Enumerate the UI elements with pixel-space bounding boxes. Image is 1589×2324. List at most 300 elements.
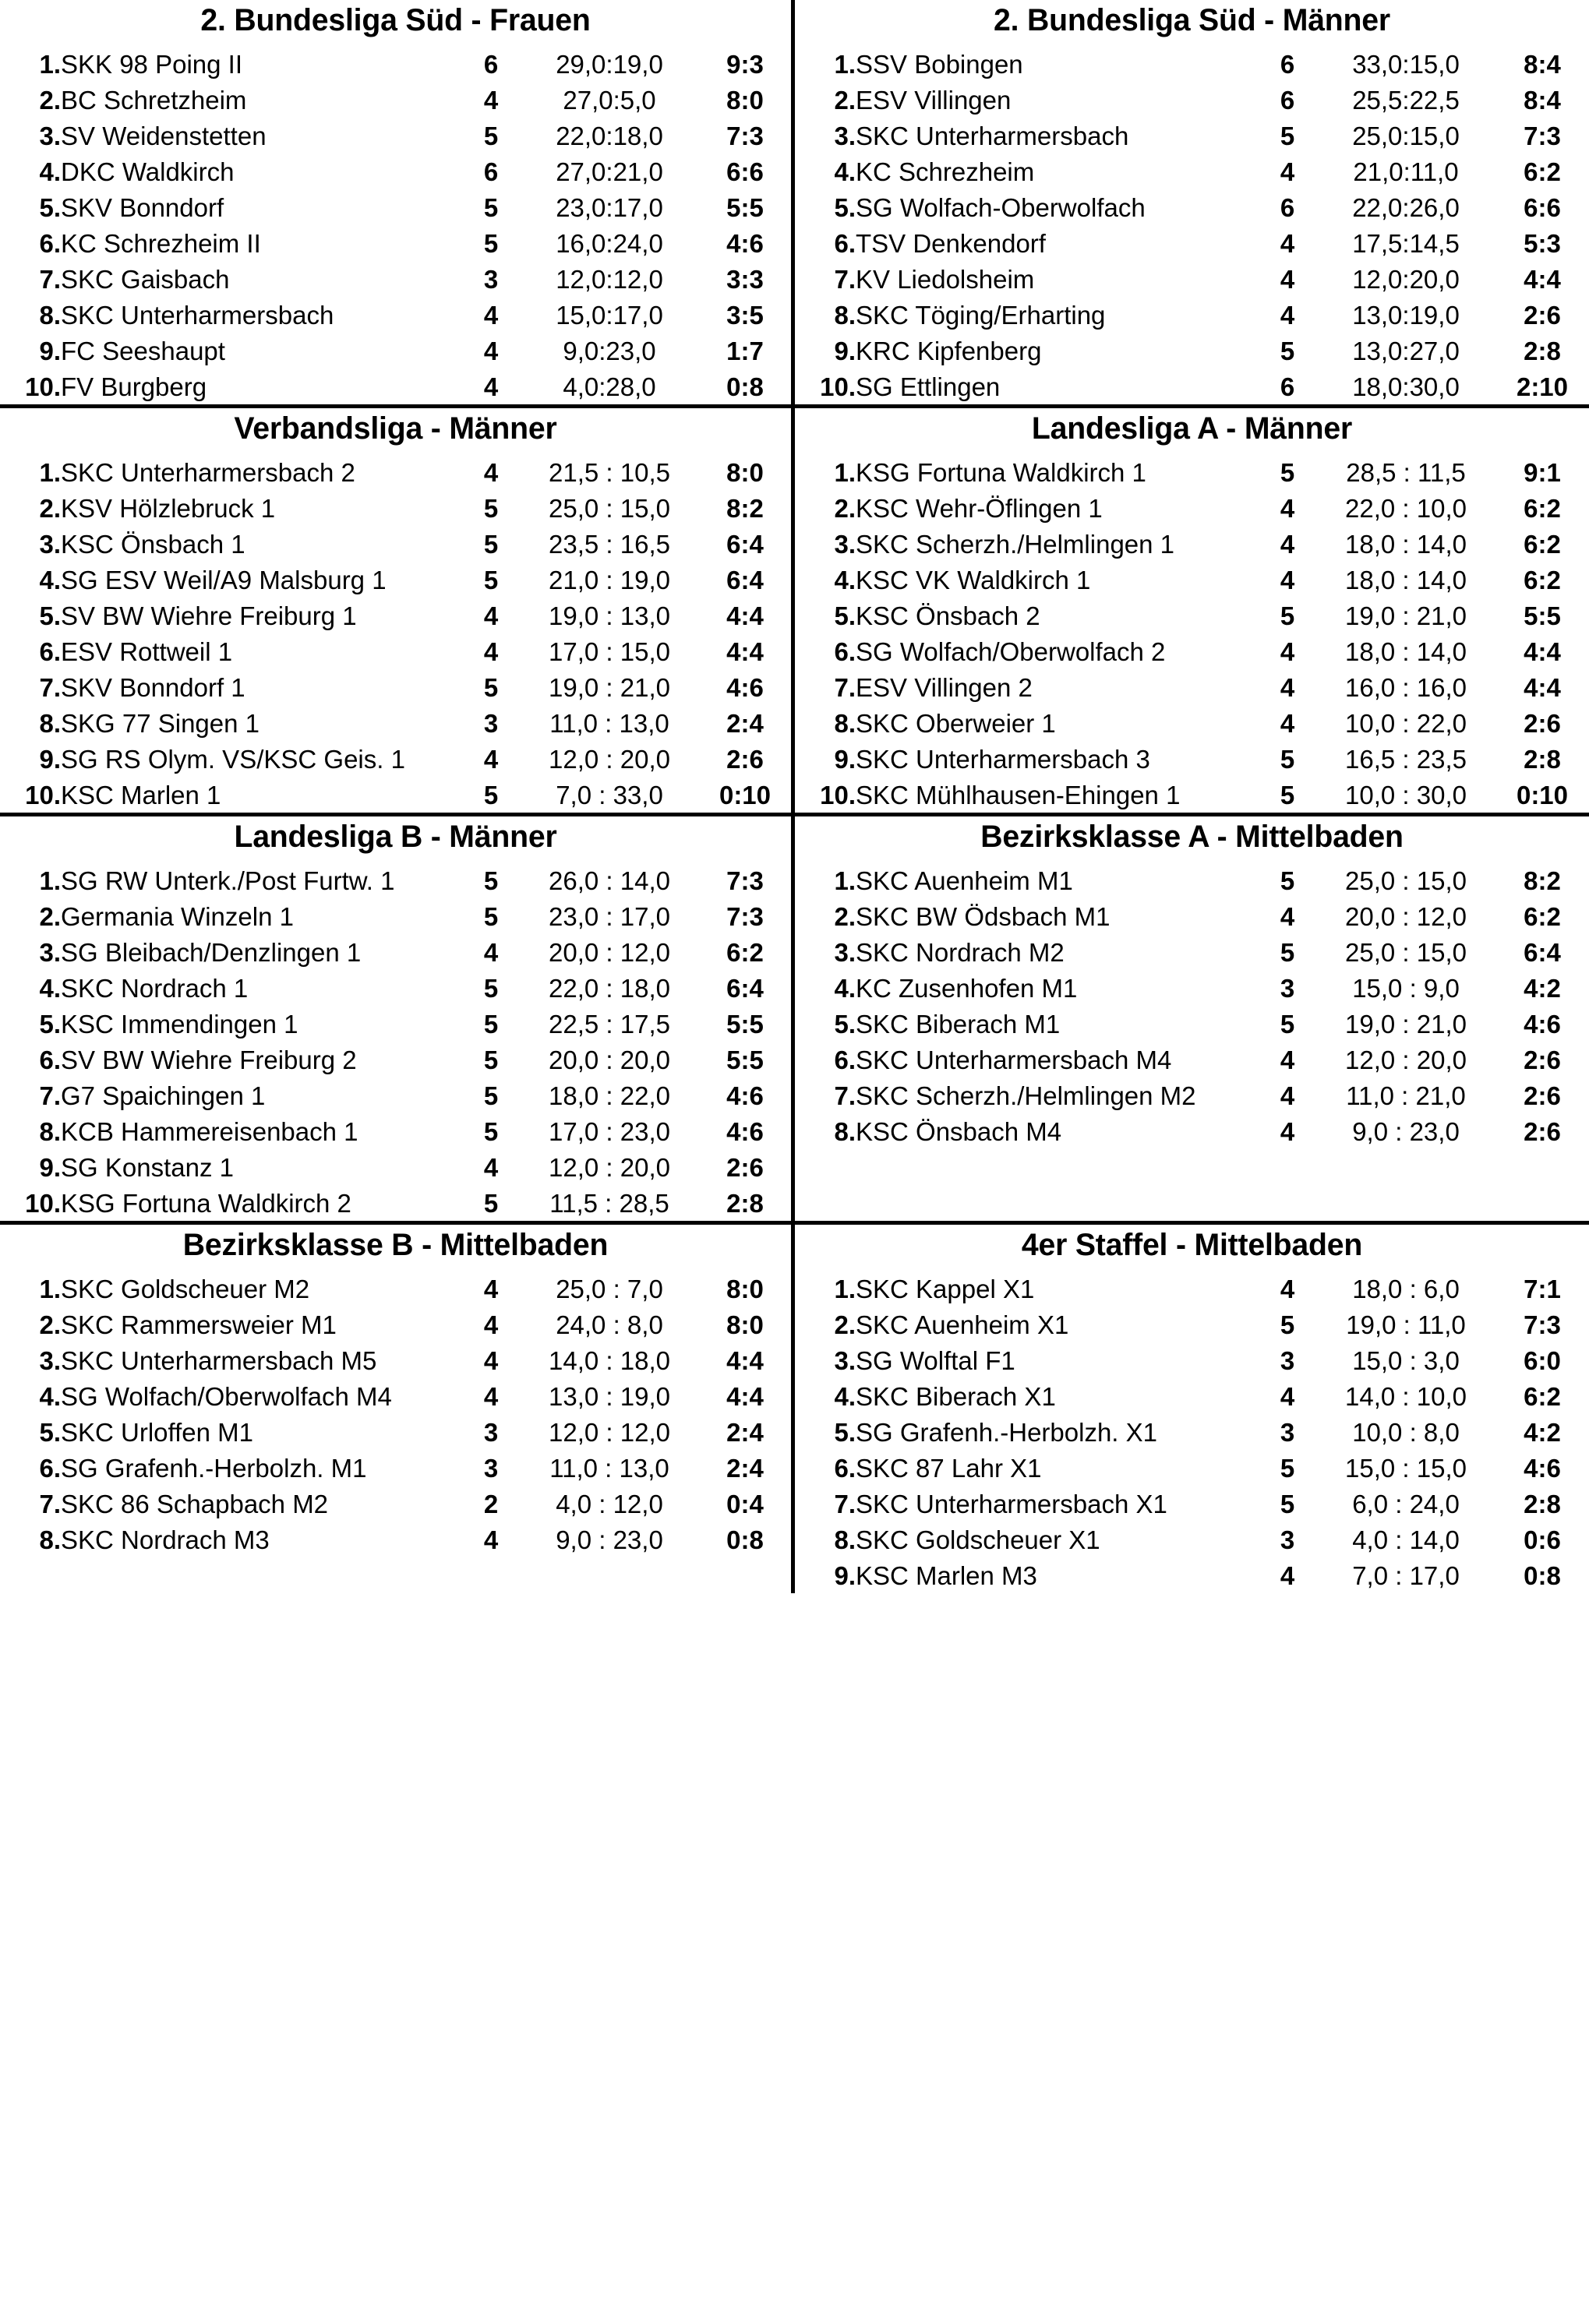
cell-pos: 9.	[39, 336, 61, 365]
cell-points: 5:5	[726, 1009, 764, 1039]
table-row	[795, 705, 1589, 741]
cell-points: 6:2	[726, 937, 764, 967]
cell-points: 2:6	[1524, 300, 1561, 330]
cell-games: 5	[1280, 744, 1295, 774]
cell-points: 6:2	[1524, 157, 1561, 186]
cell-wood: 12,0 : 20,0	[549, 744, 670, 774]
table-row	[0, 862, 791, 898]
cell-wood: 7,0 : 33,0	[556, 780, 663, 809]
table-row	[795, 1486, 1589, 1522]
table-row	[0, 598, 791, 633]
cell-games: 5	[483, 192, 499, 222]
cell-team: Germania Winzeln 1	[61, 901, 294, 931]
cell-team: KSC Immendingen 1	[61, 1009, 298, 1039]
cell-games: 4	[483, 1274, 499, 1303]
cell-wood: 4,0 : 14,0	[1352, 1525, 1460, 1554]
cell-wood: 11,0 : 13,0	[549, 708, 669, 738]
cell-wood: 20,0 : 20,0	[549, 1045, 670, 1074]
cell-points: 2:8	[726, 1188, 764, 1218]
cell-wood: 20,0 : 12,0	[549, 937, 670, 967]
cell-wood: 18,0 : 14,0	[1345, 529, 1467, 559]
cell-team: KRC Kipfenberg	[856, 336, 1042, 365]
cell-wood: 33,0:15,0	[1352, 49, 1460, 79]
cell-team: SKK 98 Poing II	[61, 49, 242, 79]
cell-team: KSC Wehr-Öflingen 1	[856, 493, 1103, 523]
cell-wood: 12,0 : 20,0	[1345, 1045, 1467, 1074]
cell-pos: 2.	[834, 493, 856, 523]
cell-wood: 21,0:11,0	[1353, 157, 1459, 186]
cell-team: SKC Auenheim M1	[856, 866, 1073, 895]
section-landesliga-b-maenner	[0, 816, 795, 1221]
table-row	[795, 225, 1589, 261]
cell-points: 2:6	[726, 744, 764, 774]
cell-pos: 4.	[834, 973, 856, 1003]
cell-points: 2:8	[1524, 336, 1561, 365]
cell-wood: 11,0 : 13,0	[549, 1453, 669, 1483]
table-row	[0, 82, 791, 118]
table-row	[0, 898, 791, 934]
cell-games: 5	[1280, 1310, 1295, 1339]
cell-points: 4:4	[1524, 637, 1561, 666]
cell-wood: 12,0:12,0	[556, 264, 663, 294]
cell-pos: 3.	[834, 937, 856, 967]
cell-points: 4:2	[1524, 1417, 1561, 1447]
section-bezirksklasse-b-mittelbaden	[0, 1225, 795, 1593]
cell-games: 4	[483, 744, 499, 774]
cell-team: SKC Töging/Erharting	[856, 300, 1106, 330]
table-row	[795, 297, 1589, 333]
cell-pos: 3.	[39, 529, 61, 559]
table-row	[795, 333, 1589, 369]
cell-team: G7 Spaichingen 1	[61, 1081, 266, 1110]
cell-pos: 1.	[834, 866, 856, 895]
cell-team: SG RS Olym. VS/KSC Geis. 1	[61, 744, 405, 774]
cell-pos: 8.	[834, 1525, 856, 1554]
cell-wood: 23,0 : 17,0	[549, 901, 670, 931]
cell-pos: 4.	[39, 1381, 61, 1411]
table-row	[0, 669, 791, 705]
cell-games: 4	[1280, 1081, 1295, 1110]
cell-points: 7:3	[726, 866, 764, 895]
cell-points: 7:3	[1524, 1310, 1561, 1339]
table-row	[795, 1522, 1589, 1557]
cell-points: 7:1	[1524, 1274, 1561, 1303]
cell-wood: 29,0:19,0	[556, 49, 663, 79]
cell-team: SKC Goldscheuer X1	[856, 1525, 1100, 1554]
cell-pos: 10.	[25, 780, 61, 809]
cell-wood: 11,0 : 21,0	[1346, 1081, 1466, 1110]
cell-pos: 7.	[39, 1489, 61, 1518]
cell-team: FC Seeshaupt	[61, 336, 225, 365]
cell-pos: 7.	[834, 672, 856, 702]
cell-games: 6	[483, 49, 499, 79]
cell-games: 3	[1280, 1525, 1295, 1554]
cell-wood: 23,0:17,0	[556, 192, 663, 222]
cell-pos: 8.	[834, 300, 856, 330]
cell-pos: 6.	[39, 228, 61, 258]
cell-pos: 3.	[39, 121, 61, 150]
cell-wood: 25,0:15,0	[1352, 121, 1460, 150]
cell-team: SKC Unterharmersbach X1	[856, 1489, 1167, 1518]
table-row	[795, 490, 1589, 526]
cell-games: 4	[483, 1525, 499, 1554]
cell-games: 5	[1280, 601, 1295, 630]
cell-team: KCB Hammereisenbach 1	[61, 1116, 358, 1146]
cell-team: SG Wolfach/Oberwolfach 2	[856, 637, 1166, 666]
table-row	[0, 118, 791, 153]
cell-pos: 6.	[834, 1453, 856, 1483]
table-row	[795, 970, 1589, 1006]
cell-pos: 2.	[39, 85, 61, 115]
table-row	[795, 1042, 1589, 1077]
cell-points: 6:4	[726, 565, 764, 594]
cell-games: 4	[483, 85, 499, 115]
table-row	[795, 1113, 1589, 1149]
cell-games: 6	[1280, 192, 1295, 222]
table-row	[0, 225, 791, 261]
cell-games: 4	[1280, 300, 1295, 330]
cell-team: SKC Rammersweier M1	[61, 1310, 337, 1339]
cell-pos: 10.	[820, 372, 856, 401]
section-title: Landesliga A - Männer	[1031, 411, 1353, 446]
cell-pos: 9.	[834, 744, 856, 774]
cell-wood: 19,0 : 21,0	[549, 672, 670, 702]
section-title: 2. Bundesliga Süd - Männer	[994, 3, 1390, 37]
cell-pos: 2.	[39, 901, 61, 931]
cell-pos: 5.	[39, 601, 61, 630]
table-row	[0, 1307, 791, 1342]
cell-points: 2:6	[1524, 1045, 1561, 1074]
table-row	[795, 862, 1589, 898]
cell-team: ESV Villingen 2	[856, 672, 1033, 702]
cell-games: 4	[1280, 1116, 1295, 1146]
cell-team: SKC BW Ödsbach M1	[856, 901, 1111, 931]
cell-games: 3	[1280, 1417, 1295, 1447]
table-row	[795, 1414, 1589, 1450]
cell-pos: 7.	[834, 1489, 856, 1518]
cell-games: 5	[483, 493, 499, 523]
standings-table	[795, 454, 1589, 813]
cell-wood: 22,0:18,0	[556, 121, 663, 150]
cell-points: 2:6	[1524, 708, 1561, 738]
cell-games: 4	[1280, 1381, 1295, 1411]
cell-team: SKC Scherzh./Helmlingen M2	[856, 1081, 1196, 1110]
cell-points: 6:4	[726, 529, 764, 559]
standings-table	[795, 46, 1589, 404]
cell-pos: 1.	[834, 1274, 856, 1303]
cell-team: SKC Unterharmersbach 2	[61, 457, 355, 487]
cell-points: 8:0	[726, 1274, 764, 1303]
cell-pos: 5.	[834, 1417, 856, 1447]
cell-wood: 7,0 : 17,0	[1352, 1561, 1460, 1590]
cell-wood: 19,0 : 13,0	[549, 601, 670, 630]
cell-team: KC Schrezheim	[856, 157, 1035, 186]
cell-points: 5:5	[1524, 601, 1561, 630]
table-row	[0, 970, 791, 1006]
section-title: Bezirksklasse A - Mittelbaden	[980, 820, 1404, 854]
cell-points: 0:8	[1524, 1561, 1561, 1590]
cell-points: 2:8	[1524, 744, 1561, 774]
cell-pos: 7.	[39, 1081, 61, 1110]
table-row	[0, 526, 791, 562]
table-row	[0, 369, 791, 404]
standings-table	[0, 862, 791, 1221]
cell-team: KSV Hölzlebruck 1	[61, 493, 276, 523]
table-row	[0, 1522, 791, 1557]
cell-wood: 24,0 : 8,0	[556, 1310, 663, 1339]
cell-pos: 6.	[834, 228, 856, 258]
cell-team: SKC Unterharmersbach	[61, 300, 334, 330]
table-row	[0, 1042, 791, 1077]
cell-team: KSC Önsbach 2	[856, 601, 1040, 630]
cell-games: 5	[483, 529, 499, 559]
section-title: 4er Staffel - Mittelbaden	[1021, 1228, 1363, 1262]
cell-games: 4	[1280, 157, 1295, 186]
cell-wood: 10,0 : 30,0	[1345, 780, 1467, 809]
cell-games: 4	[1280, 529, 1295, 559]
cell-games: 5	[483, 1188, 499, 1218]
table-row	[795, 153, 1589, 189]
cell-pos: 6.	[39, 637, 61, 666]
cell-points: 0:8	[726, 372, 764, 401]
cell-games: 5	[1280, 1009, 1295, 1039]
cell-wood: 4,0:28,0	[563, 372, 656, 401]
cell-pos: 2.	[834, 85, 856, 115]
cell-games: 4	[483, 1381, 499, 1411]
cell-points: 8:4	[1524, 49, 1561, 79]
cell-games: 5	[1280, 780, 1295, 809]
table-row	[795, 898, 1589, 934]
cell-points: 3:3	[726, 264, 764, 294]
cell-games: 3	[483, 1417, 499, 1447]
cell-games: 5	[483, 973, 499, 1003]
cell-points: 4:4	[726, 601, 764, 630]
cell-team: SKC Kappel X1	[856, 1274, 1035, 1303]
cell-points: 2:4	[726, 1453, 764, 1483]
table-row	[0, 1185, 791, 1221]
section-landesliga-a-maenner	[795, 408, 1589, 813]
cell-points: 4:4	[1524, 672, 1561, 702]
table-row	[795, 669, 1589, 705]
section-title: Verbandsliga - Männer	[234, 411, 557, 446]
cell-games: 4	[483, 1310, 499, 1339]
cell-points: 4:6	[726, 228, 764, 258]
cell-games: 5	[1280, 1453, 1295, 1483]
standings-table	[0, 1271, 791, 1557]
cell-points: 6:2	[1524, 1381, 1561, 1411]
cell-games: 4	[483, 457, 499, 487]
section-bundesliga-sued-frauen	[0, 0, 795, 404]
cell-points: 4:4	[726, 1381, 764, 1411]
cell-points: 6:2	[1524, 493, 1561, 523]
cell-team: KSC Marlen M3	[856, 1561, 1037, 1590]
table-row	[0, 1113, 791, 1149]
table-row	[795, 598, 1589, 633]
cell-team: SKC Biberach M1	[856, 1009, 1061, 1039]
cell-points: 6:2	[1524, 529, 1561, 559]
cell-wood: 18,0 : 6,0	[1352, 1274, 1460, 1303]
cell-team: SG Konstanz 1	[61, 1152, 234, 1182]
standings-table	[795, 862, 1589, 1149]
cell-team: KSC Önsbach 1	[61, 529, 245, 559]
cell-games: 3	[483, 708, 499, 738]
cell-pos: 4.	[834, 157, 856, 186]
cell-wood: 17,5:14,5	[1352, 228, 1460, 258]
cell-wood: 28,5 : 11,5	[1346, 457, 1466, 487]
cell-points: 4:4	[1524, 264, 1561, 294]
section-title: Bezirksklasse B - Mittelbaden	[182, 1228, 609, 1262]
cell-pos: 6.	[39, 1045, 61, 1074]
table-row	[0, 189, 791, 225]
cell-games: 5	[483, 565, 499, 594]
cell-team: SKC Urloffen M1	[61, 1417, 253, 1447]
standings-table	[0, 46, 791, 404]
cell-games: 5	[483, 1045, 499, 1074]
cell-wood: 10,0 : 22,0	[1345, 708, 1467, 738]
cell-pos: 3.	[834, 529, 856, 559]
cell-team: SKC Nordrach M3	[61, 1525, 270, 1554]
cell-pos: 2.	[39, 1310, 61, 1339]
cell-team: SV Weidenstetten	[61, 121, 267, 150]
table-row	[795, 1450, 1589, 1486]
cell-games: 5	[483, 780, 499, 809]
cell-wood: 19,0 : 21,0	[1345, 1009, 1467, 1039]
cell-games: 5	[1280, 866, 1295, 895]
cell-pos: 8.	[39, 708, 61, 738]
cell-pos: 1.	[39, 49, 61, 79]
cell-wood: 25,0 : 7,0	[556, 1274, 663, 1303]
section-title: Landesliga B - Männer	[234, 820, 557, 854]
cell-pos: 1.	[834, 49, 856, 79]
standings-table	[795, 1271, 1589, 1593]
cell-points: 8:4	[1524, 85, 1561, 115]
cell-team: SKC Biberach X1	[856, 1381, 1056, 1411]
cell-team: TSV Denkendorf	[856, 228, 1046, 258]
cell-points: 2:4	[726, 1417, 764, 1447]
cell-wood: 16,0:24,0	[556, 228, 663, 258]
cell-games: 4	[1280, 228, 1295, 258]
cell-points: 4:6	[1524, 1453, 1561, 1483]
table-row	[0, 1342, 791, 1378]
table-row	[0, 490, 791, 526]
cell-games: 4	[1280, 637, 1295, 666]
cell-games: 4	[483, 372, 499, 401]
table-row	[0, 1378, 791, 1414]
table-row	[0, 633, 791, 669]
cell-team: KV Liedolsheim	[856, 264, 1035, 294]
cell-points: 2:6	[1524, 1081, 1561, 1110]
cell-wood: 6,0 : 24,0	[1352, 1489, 1460, 1518]
cell-games: 5	[483, 1009, 499, 1039]
cell-points: 4:2	[1524, 973, 1561, 1003]
cell-wood: 22,0 : 10,0	[1345, 493, 1467, 523]
cell-wood: 9,0 : 23,0	[556, 1525, 663, 1554]
cell-team: FV Burgberg	[61, 372, 207, 401]
cell-games: 5	[483, 672, 499, 702]
cell-pos: 1.	[39, 1274, 61, 1303]
cell-pos: 7.	[39, 672, 61, 702]
cell-wood: 15,0 : 15,0	[1345, 1453, 1467, 1483]
cell-team: SV BW Wiehre Freiburg 1	[61, 601, 357, 630]
cell-points: 8:0	[726, 85, 764, 115]
cell-wood: 13,0:19,0	[1352, 300, 1460, 330]
cell-games: 5	[1280, 457, 1295, 487]
cell-points: 4:4	[726, 637, 764, 666]
cell-points: 9:1	[1524, 457, 1561, 487]
cell-pos: 5.	[834, 192, 856, 222]
cell-pos: 10.	[25, 372, 61, 401]
cell-points: 4:6	[726, 1081, 764, 1110]
cell-points: 8:0	[726, 457, 764, 487]
cell-team: SKC Goldscheuer M2	[61, 1274, 310, 1303]
cell-pos: 1.	[39, 457, 61, 487]
cell-points: 0:10	[1516, 780, 1569, 809]
cell-team: SG RW Unterk./Post Furtw. 1	[61, 866, 395, 895]
cell-games: 6	[483, 157, 499, 186]
table-row	[0, 454, 791, 490]
cell-team: SKV Bonndorf	[61, 192, 224, 222]
table-row	[795, 46, 1589, 82]
cell-team: SG Grafenh.-Herbolzh. X1	[856, 1417, 1158, 1447]
cell-games: 5	[1280, 121, 1295, 150]
cell-points: 2:10	[1516, 372, 1569, 401]
cell-pos: 4.	[834, 1381, 856, 1411]
cell-points: 5:5	[726, 192, 764, 222]
cell-pos: 6.	[834, 1045, 856, 1074]
cell-wood: 25,0 : 15,0	[1345, 866, 1467, 895]
cell-wood: 13,0:27,0	[1352, 336, 1460, 365]
cell-wood: 23,5 : 16,5	[549, 529, 670, 559]
cell-games: 4	[483, 637, 499, 666]
cell-team: ESV Villingen	[856, 85, 1012, 115]
cell-points: 6:2	[1524, 901, 1561, 931]
cell-wood: 10,0 : 8,0	[1352, 1417, 1460, 1447]
cell-points: 8:2	[726, 493, 764, 523]
cell-pos: 5.	[834, 601, 856, 630]
cell-team: SKC Unterharmersbach	[856, 121, 1129, 150]
cell-points: 2:6	[726, 1152, 764, 1182]
table-row	[795, 526, 1589, 562]
cell-team: SG Bleibach/Denzlingen 1	[61, 937, 362, 967]
cell-pos: 2.	[834, 901, 856, 931]
cell-points: 7:3	[726, 121, 764, 150]
cell-wood: 16,5 : 23,5	[1345, 744, 1467, 774]
cell-team: ESV Rottweil 1	[61, 637, 233, 666]
section-verbandsliga-maenner	[0, 408, 795, 813]
cell-wood: 17,0 : 23,0	[549, 1116, 670, 1146]
cell-team: KSG Fortuna Waldkirch 1	[856, 457, 1146, 487]
cell-team: SKC Unterharmersbach M4	[856, 1045, 1172, 1074]
cell-team: SSV Bobingen	[856, 49, 1023, 79]
cell-points: 7:3	[726, 901, 764, 931]
cell-wood: 19,0 : 21,0	[1345, 601, 1467, 630]
table-row	[0, 1006, 791, 1042]
cell-games: 4	[1280, 493, 1295, 523]
cell-pos: 9.	[39, 1152, 61, 1182]
cell-games: 4	[1280, 264, 1295, 294]
cell-games: 4	[1280, 1045, 1295, 1074]
table-row	[795, 1378, 1589, 1414]
cell-pos: 7.	[834, 264, 856, 294]
cell-points: 6:4	[1524, 937, 1561, 967]
table-row	[795, 1557, 1589, 1593]
cell-pos: 5.	[39, 1009, 61, 1039]
cell-wood: 18,0 : 14,0	[1345, 637, 1467, 666]
cell-points: 0:10	[719, 780, 772, 809]
cell-games: 5	[483, 866, 499, 895]
cell-pos: 6.	[39, 1453, 61, 1483]
table-row	[795, 261, 1589, 297]
